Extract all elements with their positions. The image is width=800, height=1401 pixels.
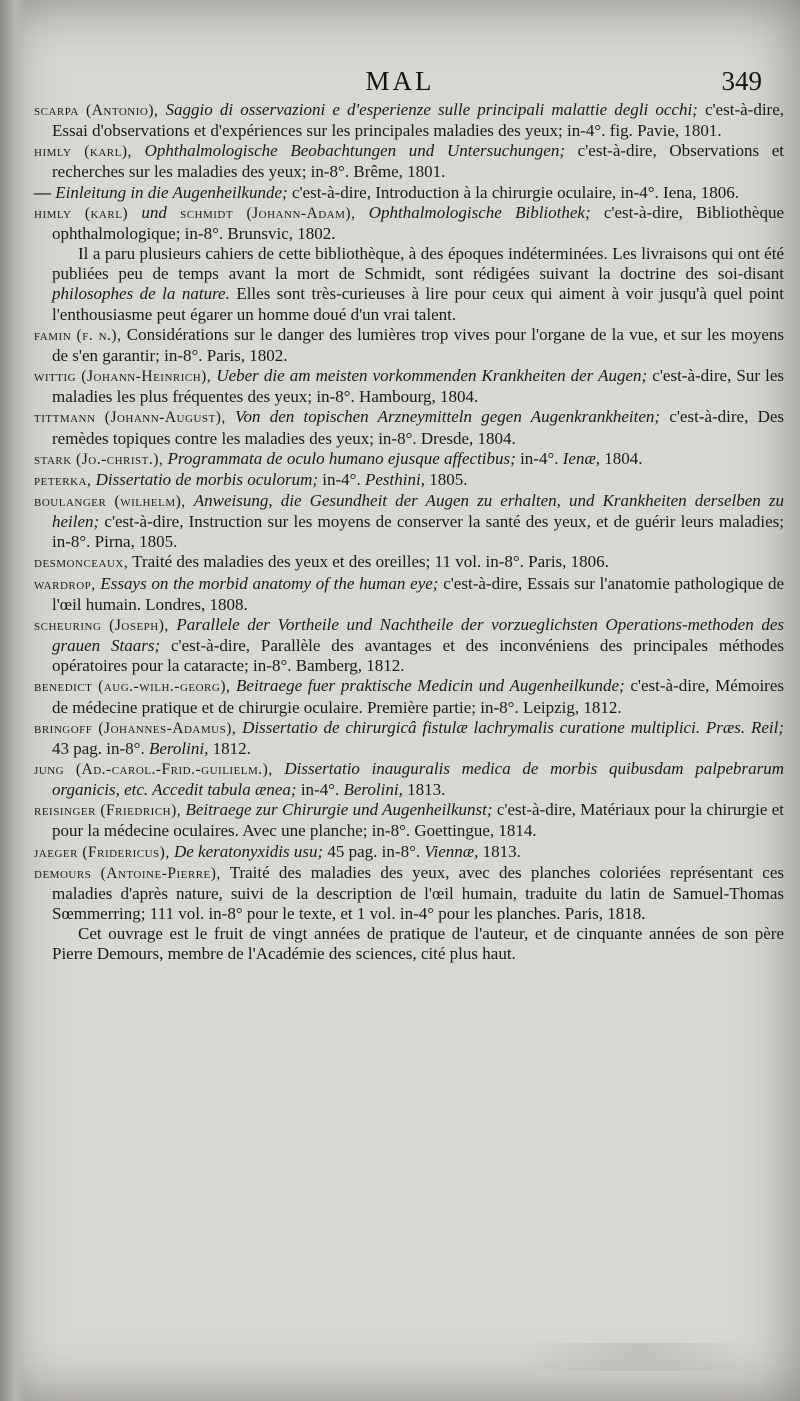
place-name: Ienæ, [562, 448, 601, 468]
work-title: Dissertatio inauguralis medica de morbis quibusdam palpebrarum organicis, etc. Accedit tabula ænea; [52, 759, 785, 800]
bibliography-entry [34, 863, 784, 924]
entry-year: 1813. [482, 841, 521, 861]
entry-details: 45 pag. in-8°. [327, 841, 421, 861]
entry-details: Considérations sur le danger des lumières trop vives pour l'organe de la vue, et sur les moyens de s'en garantir; in-8°. Paris, 1802. [52, 324, 784, 365]
work-title: Programmata de oculo humano ejusque affectibus; [167, 448, 516, 468]
note-text-end: Elles sont très-curieuses à lire pour ceux qui aiment à voir jusqu'à quel point l'enthousiasme peut égarer un homme doué d'un vrai talent. [52, 284, 784, 324]
bibliography-entry [34, 407, 784, 448]
bibliography-entry [34, 842, 784, 863]
bibliography-entry [34, 141, 784, 182]
bibliography-entry [34, 676, 784, 717]
author-name: bringoff (Johannes-Adamus), [34, 719, 237, 737]
work-title: Beitraege fuer praktische Medicin und Augenheilkunde; [236, 676, 625, 696]
entry-details: Traité des maladies des yeux et des oreilles; 11 vol. in-8°. Paris, 1806. [132, 552, 609, 572]
bibliography-entry [34, 800, 784, 841]
work-title: Dissertatio de chirurgicâ fistulæ lachrymalis curatione multiplici. Præs. Reil; [242, 717, 784, 737]
work-title: Essays on the morbid anatomy of the human eye; [100, 573, 439, 593]
entry-year: 1805. [429, 469, 468, 489]
entry-details: c'est-à-dire, Parallèle des avantages et des inconvéniens des principales méthodes opératoires pour la cataracte; in-8°. Bamberg, 1812. [52, 636, 785, 676]
author-name: demours (Antoine-Pierre), [34, 864, 221, 882]
work-title: Einleitung in die Augenheilkunde; [55, 182, 288, 202]
author-name: tittmann (Johann-August), [34, 409, 226, 427]
entry-year: 1812. [212, 738, 251, 758]
page-gutter-shadow [0, 0, 26, 1401]
bibliography-entry [34, 718, 784, 759]
work-title: Beitraege zur Chirurgie und Augenheilkunst; [185, 800, 493, 820]
bibliography-entry [34, 552, 784, 573]
entry-details: c'est-à-dire, Instruction sur les moyens de conserver la santé des yeux, et de guérir leurs maladies; in-8°. Pirna, 1805. [52, 512, 785, 552]
commentary-note [34, 244, 784, 325]
running-head: MAL [365, 66, 435, 96]
note-text: Il a paru plusieurs cahiers de cette bibliothèque, à des époques indéterminées. Les livraisons qui ont été publiées peu de temps avant la mort de Schmidt, sont rédigées suivant la doctrine des soi-disant [52, 244, 784, 284]
commentary-note [34, 924, 784, 964]
bleed-through-shadow [520, 1343, 760, 1371]
author-name: desmonceaux, [34, 554, 129, 572]
bibliography-entry [34, 325, 784, 366]
entry-details: c'est-à-dire, Essais sur l'anatomie pathologique de l'œil humain. Londres, 1808. [52, 573, 785, 614]
entry-details: Traité des maladies des yeux, avec des planches coloriées représentant ces maladies d'après nature, suivi de la description de l'œil humain, traduite du latin de Samuel-Thomas Sœmmerring; 111 vol. in-8° pour le texte, et 1 vol. in-4° pour les planches. Paris, 1818. [52, 862, 784, 924]
author-name: wardrop, [34, 575, 96, 593]
work-title: Parallele der Vortheile und Nachtheile der vorzueglichsten Operations-methoden des grauen Staars; [52, 614, 785, 656]
entry-details: c'est-à-dire, Introduction à la chirurgie oculaire, in-4°. Iena, 1806. [291, 182, 740, 202]
place-name: Pesthini, [364, 469, 425, 489]
bibliography-entry [34, 203, 784, 244]
work-title: Von den topischen Arzneymitteln gegen Augenkrankheiten; [235, 407, 661, 427]
author-name-2: schmidt (Johann-Adam), [180, 204, 356, 222]
work-title: Ophthalmologische Bibliothek; [368, 202, 591, 222]
bibliography-entry [34, 366, 784, 407]
author-name: boulanger (wilhelm), [34, 492, 186, 510]
entry-details: in-4°. [520, 448, 559, 468]
place-name: Berolini, [343, 780, 403, 800]
author-name: jaeger (Fridericus), [34, 843, 170, 861]
entry-details: in-4°. [300, 780, 340, 800]
entry-details: c'est-à-dire, Des remèdes topiques contre les maladies des yeux; in-8°. Dresde, 1804. [52, 407, 785, 448]
entry-details: c'est-à-dire, Matériaux pour la chirurgie et pour la médecine oculaires. Avec une planche; in-8°. Goettingue, 1814. [52, 800, 785, 841]
place-name: Berolini, [148, 738, 209, 758]
entry-details: in-4°. [322, 469, 361, 489]
bibliography-entry [34, 491, 784, 552]
author-name: jung (Ad.-carol.-Frid.-guilielm.), [34, 761, 273, 778]
entry-details: c'est-à-dire, Observations et recherches sur les maladies des yeux; in-8°. Brême, 1801. [52, 141, 785, 182]
author-name: peterka, [34, 471, 92, 489]
author-name: scarpa (Antonio), [34, 102, 159, 119]
entry-details: c'est-à-dire, Mémoires de médecine pratique et de chirurgie oculaire. Première partie; in-8°. Leipzig, 1812. [52, 676, 785, 717]
bibliography-entry [34, 470, 784, 491]
author-name: famin (f. n.), [34, 326, 122, 344]
author-name: stark (Jo.-christ.), [34, 450, 164, 468]
conjunction: und [141, 202, 167, 222]
bibliography-entry [34, 615, 784, 676]
note-italic: philosophes de la nature. [52, 284, 230, 304]
bibliography-entry [34, 759, 784, 800]
entry-details: 43 pag. in-8°. [52, 738, 145, 758]
entry-details: c'est-à-dire, Sur les maladies les plus fréquentes des yeux; in-8°. Hambourg, 1804. [52, 366, 785, 407]
work-title: Ophthalmologische Beobachtungen und Untersuchungen; [144, 141, 565, 161]
author-name: himly (karl) [34, 204, 129, 222]
author-name: benedict (aug.-wilh.-georg), [34, 678, 231, 696]
bibliography-list [34, 100, 784, 965]
author-name: wittig (Johann-Heinrich), [34, 368, 212, 386]
ditto-dash: — [34, 182, 51, 202]
bibliography-entry [34, 574, 784, 615]
bibliography-entry [34, 183, 784, 203]
work-title: Anweisung, die Gesundheit der Augen zu erhalten, und Krankheiten derselben zu heilen; [52, 490, 785, 532]
entry-details: c'est-à-dire, Bibliothèque ophthalmologique; in-8°. Brunsvic, 1802. [52, 202, 785, 243]
place-name: Viennæ, [424, 841, 479, 861]
entry-year: 1813. [407, 780, 446, 800]
author-name: scheuring (Joseph), [34, 616, 169, 634]
work-title: Saggio di osservazioni e d'esperienze sulle principali malattie degli occhi; [165, 100, 698, 119]
author-name: himly (karl), [34, 143, 132, 161]
bibliography-entry [34, 100, 784, 141]
page-number: 349 [721, 66, 762, 96]
author-name: reisinger (Friedrich), [34, 802, 182, 820]
note-text: Cet ouvrage est le fruit de vingt années de pratique de l'auteur, et de cinquante années de son père Pierre Demours, membre de l'Académie des sciences, cité plus haut. [52, 924, 784, 964]
entry-year: 1804. [604, 448, 643, 468]
bibliography-entry [34, 449, 784, 470]
work-title: Ueber die am meisten vorkommenden Krankheiten der Augen; [216, 366, 648, 386]
entry-details: c'est-à-dire, Essai d'observations et d'expériences sur les principales maladies des yeux; in-4°. fig. Pavie, 1801. [52, 100, 784, 141]
work-title: Dissertatio de morbis oculorum; [95, 469, 319, 489]
work-title: De keratonyxidis usu; [173, 841, 324, 861]
